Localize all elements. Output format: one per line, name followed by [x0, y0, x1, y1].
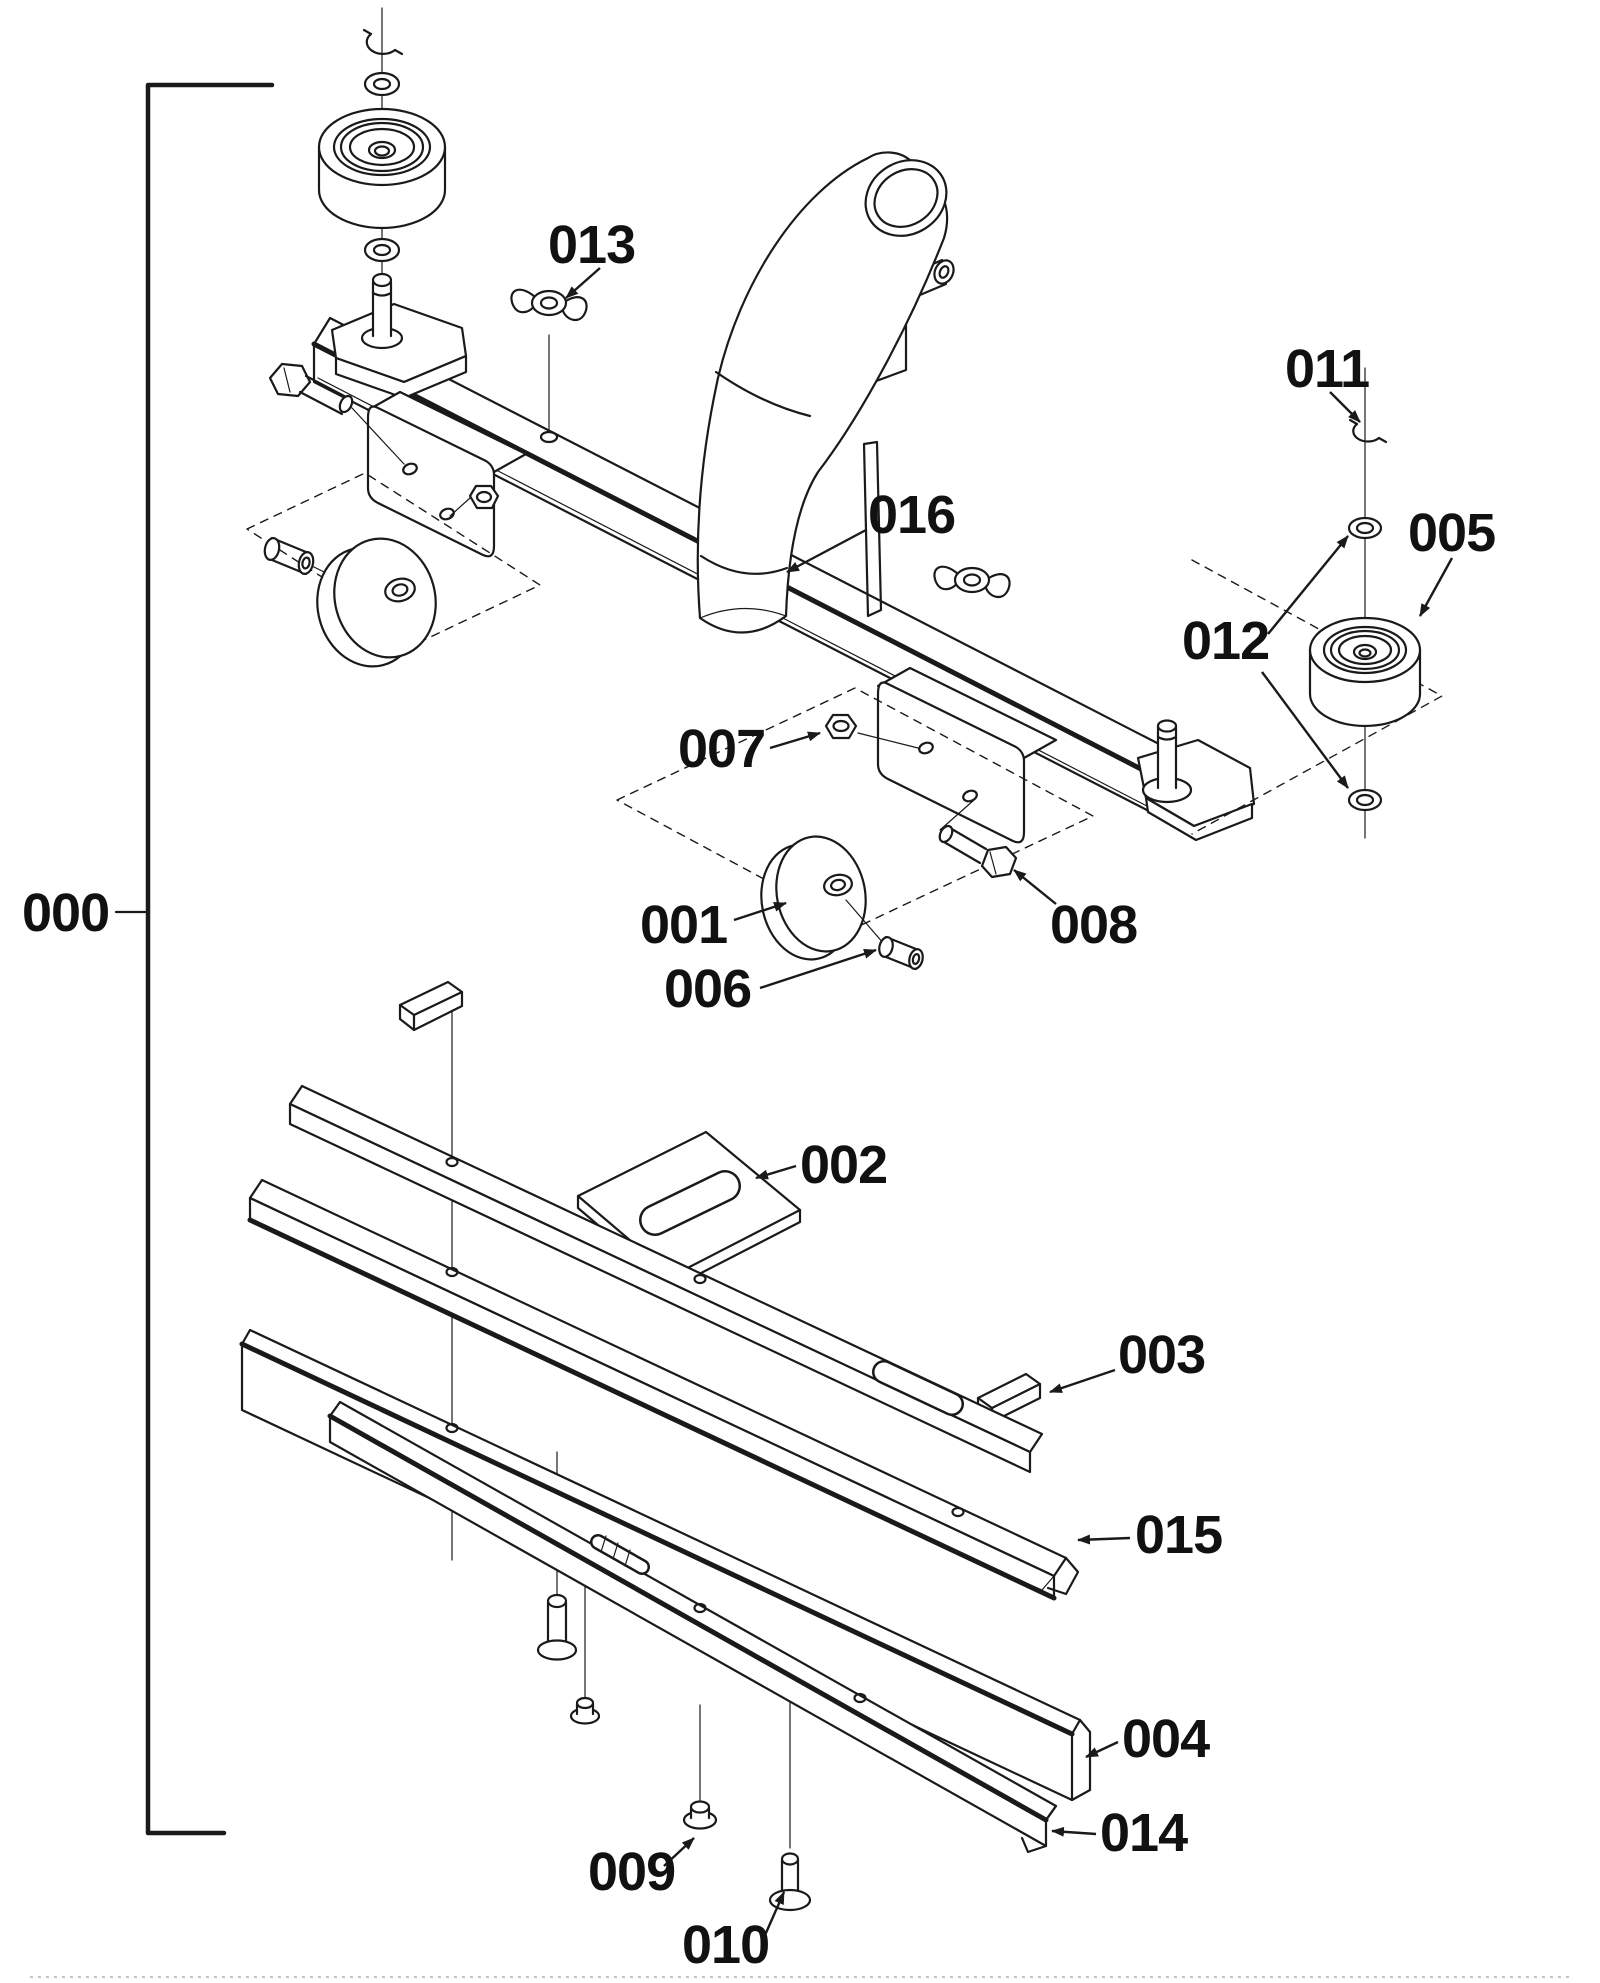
spacer-bushing-left [263, 537, 315, 575]
callout-003 [1118, 1325, 1206, 1385]
callout-007-text: 007 [678, 719, 766, 779]
leader-002 [756, 1166, 796, 1178]
roller-wheel-left-ghost [304, 527, 449, 678]
callout-000-text: 000 [22, 883, 110, 943]
callout-016-text: 016 [868, 485, 956, 545]
callout-016 [868, 485, 956, 545]
callout-008 [1050, 895, 1138, 955]
callout-001-text: 001 [640, 895, 728, 955]
spacer-block-left [400, 982, 462, 1030]
callout-004-text: 004 [1122, 1709, 1210, 1769]
callout-014-text: 014 [1100, 1803, 1188, 1863]
callout-009-text: 009 [588, 1842, 676, 1902]
leader-007 [770, 733, 820, 748]
callout-004 [1122, 1709, 1210, 1769]
callout-006 [664, 959, 752, 1019]
callout-002 [800, 1135, 888, 1195]
leader-014 [1052, 1831, 1096, 1834]
callout-008-text: 008 [1050, 895, 1138, 955]
callout-015 [1135, 1505, 1223, 1565]
callout-012 [1182, 611, 1270, 671]
rivet-bolt-left [538, 1595, 576, 1660]
callout-011 [1285, 339, 1370, 399]
squeegee-channel-014 [330, 1402, 1056, 1852]
callout-007 [678, 719, 766, 779]
vacuum-hose-elbow [698, 145, 961, 632]
callout-013 [548, 215, 636, 275]
callout-005 [1408, 503, 1496, 563]
leader-012-upper [1268, 536, 1348, 634]
callout-015-text: 015 [1135, 1505, 1223, 1565]
wing-nut-013 [511, 290, 586, 320]
callout-009 [588, 1842, 676, 1902]
callout-001 [640, 895, 728, 955]
roller-wheel-005 [1310, 618, 1420, 726]
leader-015 [1078, 1538, 1130, 1540]
callout-013-text: 013 [548, 215, 636, 275]
wing-nut-right [934, 567, 1009, 597]
retaining-clip-011 [1350, 420, 1386, 442]
callout-005-text: 005 [1408, 503, 1496, 563]
callout-010-text: 010 [682, 1915, 770, 1975]
callout-006-text: 006 [664, 959, 752, 1019]
washer-012-lower [1349, 790, 1381, 810]
beam-right-end-stud [1138, 721, 1254, 841]
cap-nut-mid [571, 1698, 599, 1724]
left-wheel-stack [319, 30, 445, 348]
carriage-bolt-010 [770, 1854, 810, 1911]
callout-010 [682, 1915, 770, 1975]
callout-002-text: 002 [800, 1135, 888, 1195]
axle-pin [373, 274, 391, 286]
leader-003 [1050, 1370, 1115, 1392]
roller-wheel-001 [751, 828, 876, 968]
washer-012-upper [1349, 518, 1381, 538]
cap-nut-009 [684, 1802, 716, 1829]
roller-wheel-top-left [319, 109, 445, 228]
callout-000 [22, 883, 110, 943]
leader-005 [1420, 558, 1452, 616]
callout-011-text: 011 [1285, 339, 1370, 399]
callout-014 [1100, 1803, 1188, 1863]
leader-016 [787, 530, 866, 572]
retaining-clip-top [364, 30, 402, 54]
washer [365, 239, 399, 261]
spacer-bushing-006 [877, 936, 924, 971]
callout-003-text: 003 [1118, 1325, 1206, 1385]
washer [365, 73, 399, 95]
assembly-bracket-000 [116, 85, 272, 1833]
callout-012-text: 012 [1182, 611, 1270, 671]
